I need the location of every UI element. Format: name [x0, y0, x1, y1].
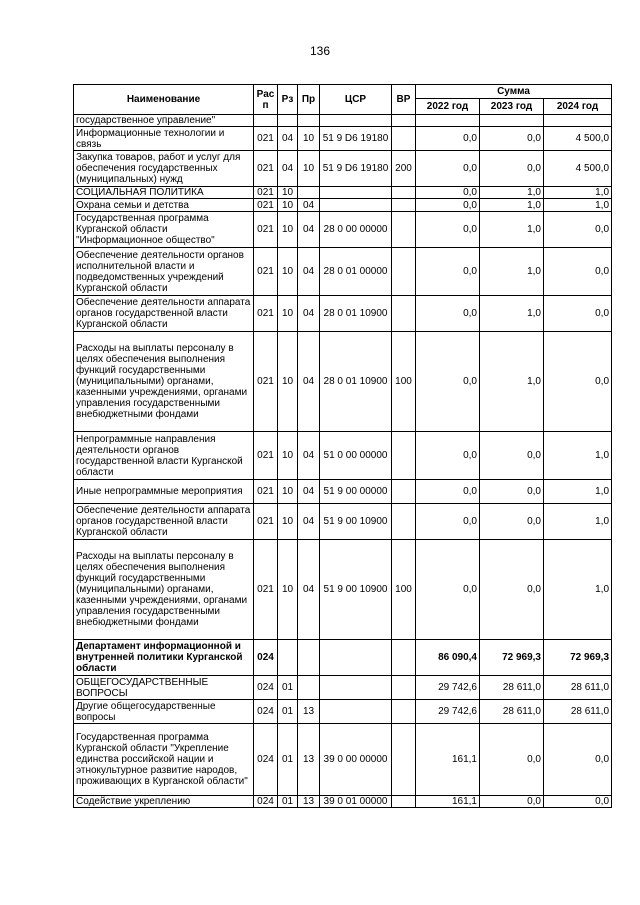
cell-v2023: 0,0: [480, 151, 544, 187]
table-row: [74, 212, 612, 248]
cell-name: Обеспечение деятельности органов исполнительной власти и подведомственных учреждений Курганской области: [74, 248, 254, 296]
cell-pr: 04: [298, 199, 320, 212]
cell-v2024: 0,0: [544, 212, 612, 248]
cell-vr: [392, 432, 416, 480]
cell-pr: 13: [298, 724, 320, 796]
cell-v2022: 0,0: [416, 332, 480, 432]
cell-v2023: 0,0: [480, 480, 544, 504]
cell-pr: [298, 115, 320, 127]
cell-rz: 10: [278, 296, 298, 332]
cell-rasp: 021: [254, 199, 278, 212]
table-row: [74, 480, 612, 504]
cell-name: Расходы на выплаты персоналу в целях обеспечения выполнения функций государственными (муниципальными) органами, казенными учреждениями, органами управления государственными внебюджетными фондами: [74, 332, 254, 432]
cell-v2023: 1,0: [480, 296, 544, 332]
cell-rz: 10: [278, 540, 298, 640]
cell-pr: 04: [298, 248, 320, 296]
cell-name: Государственная программа Курганской области "Укрепление единства российской нации и этнокультурное развитие народов, проживающих в Курганской области": [74, 724, 254, 796]
cell-v2024: [544, 115, 612, 127]
header-pr: Пр: [298, 85, 320, 115]
table-row: [74, 700, 612, 724]
cell-v2022: 161,1: [416, 724, 480, 796]
cell-v2024: 1,0: [544, 432, 612, 480]
cell-vr: [392, 127, 416, 151]
table-row: [74, 640, 612, 676]
cell-v2024: 28 611,0: [544, 676, 612, 700]
cell-v2024: 1,0: [544, 199, 612, 212]
cell-csr: 51 9 D6 19180: [320, 127, 392, 151]
header-csr: ЦСР: [320, 85, 392, 115]
cell-rasp: [254, 115, 278, 127]
cell-v2023: 1,0: [480, 212, 544, 248]
cell-v2024: 4 500,0: [544, 127, 612, 151]
cell-name: Иные непрограммные мероприятия: [74, 480, 254, 504]
cell-rasp: 024: [254, 676, 278, 700]
cell-rz: 01: [278, 676, 298, 700]
cell-v2022: 0,0: [416, 504, 480, 540]
cell-v2023: 1,0: [480, 199, 544, 212]
cell-rasp: 021: [254, 480, 278, 504]
cell-vr: [392, 676, 416, 700]
cell-v2022: 161,1: [416, 796, 480, 808]
cell-v2024: 72 969,3: [544, 640, 612, 676]
cell-vr: 100: [392, 540, 416, 640]
cell-csr: 28 0 01 10900: [320, 296, 392, 332]
cell-v2024: 28 611,0: [544, 700, 612, 724]
cell-pr: 04: [298, 296, 320, 332]
cell-v2022: 29 742,6: [416, 700, 480, 724]
cell-rz: 10: [278, 504, 298, 540]
cell-rz: [278, 115, 298, 127]
cell-csr: 39 0 01 00000: [320, 796, 392, 808]
cell-v2022: 0,0: [416, 127, 480, 151]
header-2024: 2024 год: [544, 99, 612, 115]
cell-pr: [298, 187, 320, 199]
table-row: [74, 332, 612, 432]
cell-name: Департамент информационной и внутренней политики Курганской области: [74, 640, 254, 676]
cell-name: СОЦИАЛЬНАЯ ПОЛИТИКА: [74, 187, 254, 199]
cell-v2023: [480, 115, 544, 127]
cell-name: Непрограммные направления деятельности органов государственной власти Курганской области: [74, 432, 254, 480]
cell-v2023: 1,0: [480, 248, 544, 296]
cell-rasp: 021: [254, 296, 278, 332]
cell-name: Закупка товаров, работ и услуг для обеспечения государственных (муниципальных) нужд: [74, 151, 254, 187]
cell-v2023: 0,0: [480, 127, 544, 151]
cell-rasp: 021: [254, 212, 278, 248]
cell-rz: 10: [278, 332, 298, 432]
cell-rz: 01: [278, 724, 298, 796]
table-row: [74, 187, 612, 199]
cell-v2022: 0,0: [416, 151, 480, 187]
table-row: [74, 540, 612, 640]
cell-pr: 04: [298, 480, 320, 504]
table-row: [74, 724, 612, 796]
page-number: 136: [309, 44, 331, 58]
cell-rz: 10: [278, 212, 298, 248]
cell-csr: 51 9 00 10900: [320, 504, 392, 540]
cell-csr: 39 0 00 00000: [320, 724, 392, 796]
cell-rasp: 021: [254, 504, 278, 540]
cell-v2023: 0,0: [480, 724, 544, 796]
cell-v2023: 0,0: [480, 504, 544, 540]
cell-name: ОБЩЕГОСУДАРСТВЕННЫЕ ВОПРОСЫ: [74, 676, 254, 700]
cell-v2022: 0,0: [416, 212, 480, 248]
cell-v2023: 0,0: [480, 796, 544, 808]
cell-name: Обеспечение деятельности аппарата органов государственной власти Курганской области: [74, 504, 254, 540]
cell-csr: [320, 700, 392, 724]
cell-rasp: 021: [254, 432, 278, 480]
cell-rz: 01: [278, 700, 298, 724]
table-row: [74, 296, 612, 332]
cell-v2022: 0,0: [416, 480, 480, 504]
cell-v2024: 4 500,0: [544, 151, 612, 187]
cell-v2023: 0,0: [480, 540, 544, 640]
cell-rz: 04: [278, 151, 298, 187]
cell-rz: 10: [278, 187, 298, 199]
cell-vr: [392, 796, 416, 808]
cell-csr: 51 9 D6 19180: [320, 151, 392, 187]
cell-vr: [392, 504, 416, 540]
cell-v2022: 0,0: [416, 432, 480, 480]
cell-v2024: 0,0: [544, 248, 612, 296]
budget-table: [73, 84, 612, 808]
cell-v2024: 0,0: [544, 724, 612, 796]
cell-vr: 200: [392, 151, 416, 187]
cell-v2022: 0,0: [416, 199, 480, 212]
cell-pr: 10: [298, 151, 320, 187]
cell-vr: [392, 640, 416, 676]
cell-v2024: 1,0: [544, 480, 612, 504]
header-rasp: Рас п: [254, 85, 278, 115]
table-row: [74, 127, 612, 151]
cell-rz: 10: [278, 432, 298, 480]
cell-v2024: 1,0: [544, 540, 612, 640]
cell-csr: 28 0 00 00000: [320, 212, 392, 248]
cell-csr: [320, 115, 392, 127]
cell-name: Обеспечение деятельности аппарата органов государственной власти Курганской области: [74, 296, 254, 332]
cell-vr: [392, 212, 416, 248]
cell-rz: 04: [278, 127, 298, 151]
cell-v2023: 28 611,0: [480, 700, 544, 724]
cell-pr: [298, 676, 320, 700]
cell-rasp: 024: [254, 700, 278, 724]
cell-v2022: 0,0: [416, 296, 480, 332]
cell-v2023: 28 611,0: [480, 676, 544, 700]
header-2022: 2022 год: [416, 99, 480, 115]
header-2023: 2023 год: [480, 99, 544, 115]
cell-vr: [392, 700, 416, 724]
cell-rasp: 021: [254, 151, 278, 187]
cell-rasp: 021: [254, 127, 278, 151]
table-row: [74, 248, 612, 296]
cell-csr: [320, 640, 392, 676]
cell-pr: 13: [298, 700, 320, 724]
cell-rasp: 021: [254, 187, 278, 199]
cell-rz: [278, 640, 298, 676]
table-row: [74, 115, 612, 127]
cell-vr: [392, 187, 416, 199]
cell-csr: 28 0 01 10900: [320, 332, 392, 432]
cell-v2022: 86 090,4: [416, 640, 480, 676]
cell-pr: 04: [298, 540, 320, 640]
cell-v2023: 72 969,3: [480, 640, 544, 676]
cell-rasp: 024: [254, 640, 278, 676]
table-row: [74, 151, 612, 187]
cell-name: Охрана семьи и детства: [74, 199, 254, 212]
cell-name: Государственная программа Курганской области "Информационное общество": [74, 212, 254, 248]
cell-pr: 04: [298, 432, 320, 480]
table-row: [74, 199, 612, 212]
cell-v2023: 0,0: [480, 432, 544, 480]
cell-csr: 28 0 01 00000: [320, 248, 392, 296]
cell-pr: 04: [298, 332, 320, 432]
cell-vr: [392, 480, 416, 504]
cell-csr: [320, 199, 392, 212]
cell-csr: 51 9 00 10900: [320, 540, 392, 640]
cell-csr: [320, 187, 392, 199]
cell-vr: 100: [392, 332, 416, 432]
cell-name: Другие общегосударственные вопросы: [74, 700, 254, 724]
cell-name: Расходы на выплаты персоналу в целях обеспечения выполнения функций государственными (муниципальными) органами, казенными учреждениями, органами управления государственными внебюджетными фондами: [74, 540, 254, 640]
cell-rasp: 024: [254, 796, 278, 808]
cell-v2024: 1,0: [544, 187, 612, 199]
cell-v2022: 29 742,6: [416, 676, 480, 700]
cell-csr: 51 9 00 00000: [320, 480, 392, 504]
header-name: Наименование: [74, 85, 254, 115]
cell-vr: [392, 724, 416, 796]
cell-csr: 51 0 00 00000: [320, 432, 392, 480]
cell-rz: 10: [278, 248, 298, 296]
table-row: [74, 432, 612, 480]
table-row: [74, 796, 612, 808]
table-body: [74, 115, 612, 808]
cell-rasp: 021: [254, 540, 278, 640]
cell-pr: 04: [298, 504, 320, 540]
cell-v2022: 0,0: [416, 248, 480, 296]
table-row: [74, 504, 612, 540]
cell-v2022: 0,0: [416, 187, 480, 199]
cell-csr: [320, 676, 392, 700]
cell-v2024: 0,0: [544, 796, 612, 808]
cell-v2024: 0,0: [544, 332, 612, 432]
cell-v2022: 0,0: [416, 540, 480, 640]
cell-pr: 13: [298, 796, 320, 808]
table-row: [74, 676, 612, 700]
cell-v2022: [416, 115, 480, 127]
cell-v2023: 1,0: [480, 332, 544, 432]
cell-rz: 01: [278, 796, 298, 808]
cell-rasp: 024: [254, 724, 278, 796]
cell-pr: 10: [298, 127, 320, 151]
cell-vr: [392, 248, 416, 296]
cell-name: государственное управление": [74, 115, 254, 127]
header-rz: Рз: [278, 85, 298, 115]
cell-vr: [392, 115, 416, 127]
cell-rz: 10: [278, 199, 298, 212]
cell-name: Содействие укреплению: [74, 796, 254, 808]
cell-vr: [392, 199, 416, 212]
header-vr: ВР: [392, 85, 416, 115]
cell-rz: 10: [278, 480, 298, 504]
cell-name: Информационные технологии и связь: [74, 127, 254, 151]
cell-v2024: 0,0: [544, 296, 612, 332]
cell-vr: [392, 296, 416, 332]
cell-pr: [298, 640, 320, 676]
cell-rasp: 021: [254, 248, 278, 296]
cell-v2024: 1,0: [544, 504, 612, 540]
header-sum: Сумма: [416, 85, 612, 99]
cell-pr: 04: [298, 212, 320, 248]
cell-v2023: 1,0: [480, 187, 544, 199]
cell-rasp: 021: [254, 332, 278, 432]
